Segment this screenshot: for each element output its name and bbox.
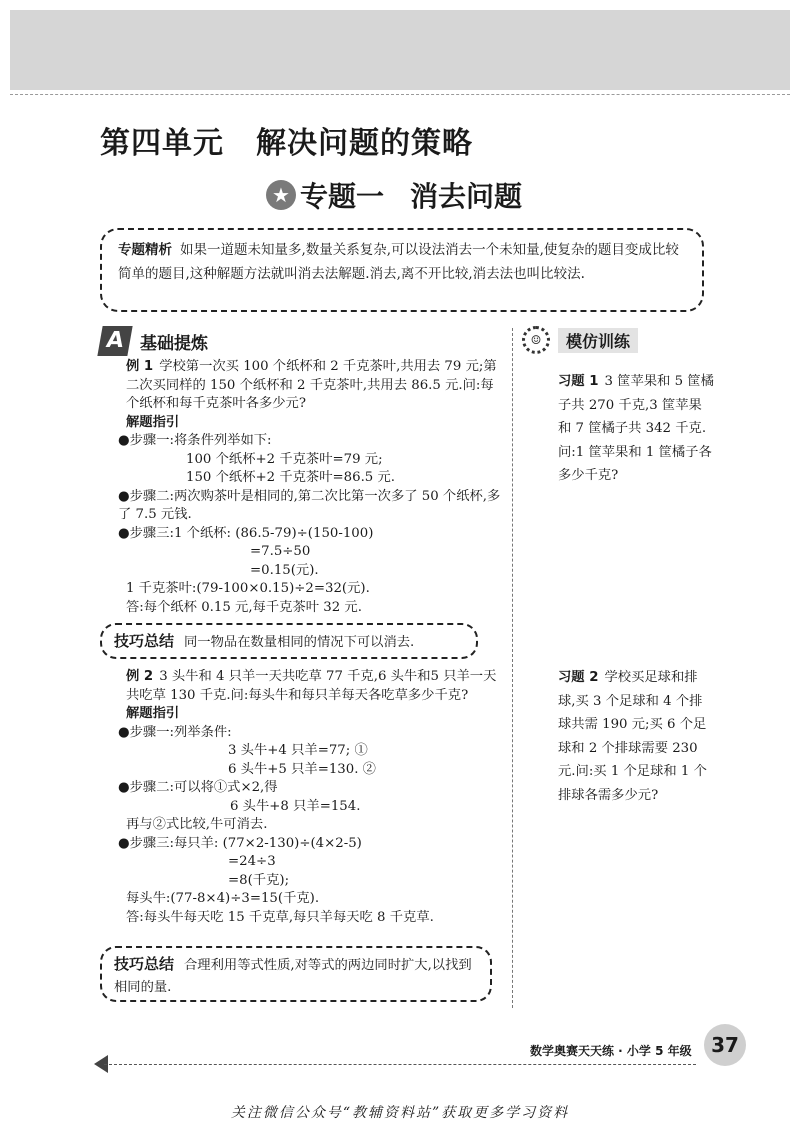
header-band <box>10 10 790 90</box>
summary2-text: 合理利用等式性质,对等式的两边同时扩大,以找到相同的量. <box>114 958 472 995</box>
exercise1-body <box>522 370 714 488</box>
example1-hint-label: 解题指引 <box>126 414 180 430</box>
summary-box-2 <box>100 946 492 1002</box>
example1-problem-text: 学校第一次买 100 个纸杯和 2 千克茶叶,共用去 79 元;第二次买同样的 150 个纸杯和 2 千克茶叶,共用去 86.5 元.问:每个纸杯和每千克茶叶各多少元? <box>126 359 497 411</box>
header-divider <box>10 94 790 95</box>
example2-eq2: 6 头牛+5 只羊=130. ② <box>228 761 376 777</box>
example2-eq1: 3 头牛+4 只羊=77; ① <box>228 743 368 758</box>
exercise2-text: 学校买足球和排球,买 3 个足球和 4 个排球共需 190 元;买 6 个足球和 2 个排球需要 230 元.问:买 1 个足球和 1 个排球各需多少元? <box>558 670 707 803</box>
example1-label: 例 1 <box>126 359 154 374</box>
example2-calc1: =24÷3 <box>228 854 276 869</box>
page-number: 37 <box>704 1024 746 1066</box>
example2-hint-label: 解题指引 <box>126 706 180 721</box>
example2-label: 例 2 <box>126 669 154 684</box>
example1-step3: ●步骤三:1 个纸杯: (86.5-79)÷(150-100) <box>118 525 374 541</box>
exercise1 <box>522 370 714 488</box>
example1-eq2: 150 个纸杯+2 千克茶叶=86.5 元. <box>186 470 396 485</box>
example2-compare: 再与②式比较,牛可消去. <box>126 817 268 832</box>
exercise2 <box>522 666 714 807</box>
section-imitate-head <box>522 326 638 354</box>
intro-box <box>100 228 704 312</box>
example1-calc1: =7.5÷50 <box>250 544 311 559</box>
footer-book-title: 数学奥赛天天练 · 小学 5 年级 <box>530 1044 692 1058</box>
intro-label: 专题精析 <box>118 242 172 258</box>
exercise1-label: 习题 1 <box>558 374 599 389</box>
topic-number: 专题一 <box>300 180 385 213</box>
example1-eq1: 100 个纸杯+2 千克茶叶=79 元; <box>186 451 383 467</box>
example1-step1: ●步骤一:将条件列举如下: <box>118 433 272 448</box>
example1-step2: ●步骤二:两次购茶叶是相同的,第二次比第一次多了 50 个纸杯,多了 7.5 元钱. <box>118 488 501 522</box>
summary1-text: 同一物品在数量相同的情况下可以消去. <box>184 635 415 650</box>
gear-icon: ☺ <box>522 326 550 354</box>
section-basic-label: 基础提炼 <box>140 333 208 354</box>
exercise2-body <box>522 666 714 807</box>
example2-calc2: =8(千克); <box>228 872 290 888</box>
exercise1-text: 3 筐苹果和 5 筐橘子共 270 千克,3 筐苹果和 7 筐橘子共 342 千克.问:1 筐苹果和 1 筐橘子各多少千克? <box>558 374 714 483</box>
column-divider <box>512 328 513 1008</box>
exercise2-label: 习题 2 <box>558 670 599 685</box>
summary1-label: 技巧总结 <box>114 632 175 650</box>
section-basic-head <box>100 326 208 356</box>
unit-title <box>100 118 473 162</box>
example2-problem <box>100 668 502 705</box>
unit-name: 解决问题的策略 <box>256 126 473 161</box>
bottom-note: 关注微信公众号“教辅资料站”获取更多学习资料 <box>230 1105 570 1121</box>
section-imitate-label: 模仿训练 <box>558 328 638 353</box>
example2-step3: ●步骤三:每只羊: (77×2-130)÷(4×2-5) <box>118 835 362 851</box>
example1-problem <box>100 358 502 414</box>
topic-name: 消去问题 <box>410 180 523 213</box>
example2-step2: ●步骤二:可以将①式×2,得 <box>118 780 278 795</box>
example2-cow: 每头牛:(77-8×4)÷3=15(千克). <box>126 891 320 906</box>
unit-number: 第四单元 <box>100 126 224 161</box>
intro-text: 如果一道题未知量多,数量关系复杂,可以设法消去一个未知量,使复杂的题目变成比较简单的题目,这种解题方法就叫消去法解题.消去,离不开比较,消去法也叫比较法. <box>118 242 679 282</box>
star-icon: ★ <box>266 180 296 210</box>
summary2-label: 技巧总结 <box>114 955 175 973</box>
example1-calc2: =0.15(元). <box>250 562 319 578</box>
example2-eq3: 6 头牛+8 只羊=154. <box>230 798 361 814</box>
example2-problem-text: 3 头牛和 4 只羊一天共吃草 77 千克,6 头牛和5 只羊一天共吃草 130 千克.问:每头牛和每只羊每天各吃草多少千克? <box>126 669 497 703</box>
section-letter-icon: A <box>97 326 132 356</box>
topic-title <box>266 175 522 215</box>
example1-tea: 1 千克茶叶:(79-100×0.15)÷2=32(元). <box>126 581 370 596</box>
example1-answer: 答:每个纸杯 0.15 元,每千克茶叶 32 元. <box>126 599 362 615</box>
example2-answer: 答:每头牛每天吃 15 千克草,每只羊每天吃 8 千克草. <box>126 909 434 925</box>
example2-step1: ●步骤一:列举条件: <box>118 724 232 740</box>
footer-divider <box>104 1064 696 1065</box>
summary-box-1 <box>100 623 478 659</box>
